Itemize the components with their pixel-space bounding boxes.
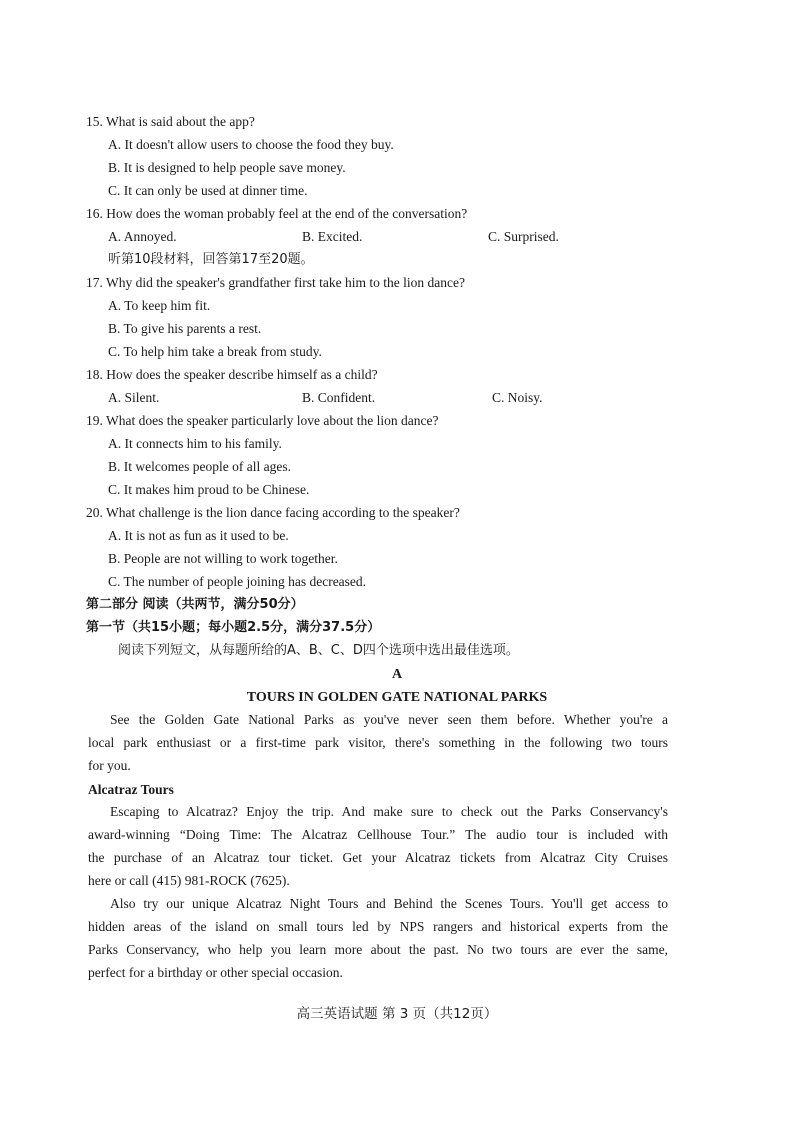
page-footer: 高三英语试题 第 3 页（共12页） (296, 1006, 498, 1022)
passage-label: A (391, 667, 403, 682)
question-17-option-b: B. To give his parents a rest. (108, 321, 262, 336)
passage-paragraph-1 (88, 800, 668, 892)
question-18-option-a: A. Silent. (108, 390, 160, 405)
question-17-stem: 17. Why did the speaker's grandfather first take him to the lion dance? (86, 275, 465, 290)
question-19-option-b: B. It welcomes people of all ages. (108, 459, 291, 474)
question-17-option-c: C. To help him take a break from study. (108, 344, 322, 359)
listening-section-note: 听第10段材料，回答第17至20题。 (108, 252, 314, 267)
question-16-stem: 16. How does the woman probably feel at the end of the conversation? (86, 206, 468, 221)
question-15-option-c: C. It can only be used at dinner time. (108, 183, 308, 198)
question-16-option-c: C. Surprised. (488, 229, 559, 244)
question-15-stem: 15. What is said about the app? (86, 114, 255, 129)
paragraph-1-line-1: Escaping to Alcatraz? Enjoy the trip. And make sure to check out the Parks Conservancy's (110, 804, 668, 819)
question-20-stem: 20. What challenge is the lion dance facing according to the speaker? (86, 505, 460, 520)
paragraph-2-line-2: hidden areas of the island on small tours led by NPS rangers and historical experts from the (88, 919, 668, 934)
question-18-stem: 18. How does the speaker describe himself as a child? (86, 367, 378, 382)
paragraph-2-line-3: Parks Conservancy, who help you learn more about the past. No two tours are ever the same, (88, 942, 668, 957)
passage-intro-line-1: See the Golden Gate National Parks as you've never seen them before. Whether you're a (110, 712, 668, 727)
question-15-option-b: B. It is designed to help people save money. (108, 160, 346, 175)
question-19-option-c: C. It makes him proud to be Chinese. (108, 482, 310, 497)
question-20-option-b: B. People are not willing to work together. (108, 551, 338, 566)
question-16-option-a: A. Annoyed. (108, 229, 177, 244)
question-18-option-b: B. Confident. (302, 390, 376, 405)
question-17-option-a: A. To keep him fit. (108, 298, 211, 313)
question-19-option-a: A. It connects him to his family. (108, 436, 282, 451)
paragraph-1-line-3: the purchase of an Alcatraz tour ticket. Get your Alcatraz tickets from Alcatraz City Cruises (88, 850, 668, 865)
paragraph-1-line-4: here or call (415) 981-ROCK (7625). (88, 873, 290, 888)
passage-intro-line-2: local park enthusiast or a first-time park visitor, there's something in the following two tours (88, 735, 668, 750)
section-one-heading: 第一节（共15小题；每小题2.5分，满分37.5分） (86, 620, 381, 635)
part-two-heading: 第二部分 阅读（共两节，满分50分） (86, 597, 304, 612)
passage-intro (88, 708, 668, 777)
alcatraz-tours-subheading: Alcatraz Tours (88, 782, 174, 797)
question-18-option-c: C. Noisy. (492, 390, 543, 405)
passage-title: TOURS IN GOLDEN GATE NATIONAL PARKS (246, 690, 548, 705)
question-16-option-b: B. Excited. (302, 229, 363, 244)
question-20-option-c: C. The number of people joining has decreased. (108, 574, 367, 589)
paragraph-2-line-4: perfect for a birthday or other special occasion. (88, 965, 343, 980)
passage-paragraph-2 (88, 892, 668, 984)
reading-instruction: 阅读下列短文，从每题所给的A、B、C、D四个选项中选出最佳选项。 (118, 643, 519, 658)
passage-intro-line-3: for you. (88, 758, 131, 773)
question-19-stem: 19. What does the speaker particularly love about the lion dance? (86, 413, 439, 428)
paragraph-1-line-2: award-winning “Doing Time: The Alcatraz Cellhouse Tour.” The audio tour is included with (88, 827, 668, 842)
question-15-option-a: A. It doesn't allow users to choose the food they buy. (108, 137, 394, 152)
paragraph-2-line-1: Also try our unique Alcatraz Night Tours and Behind the Scenes Tours. You'll get access to (110, 896, 668, 911)
question-20-option-a: A. It is not as fun as it used to be. (108, 528, 289, 543)
